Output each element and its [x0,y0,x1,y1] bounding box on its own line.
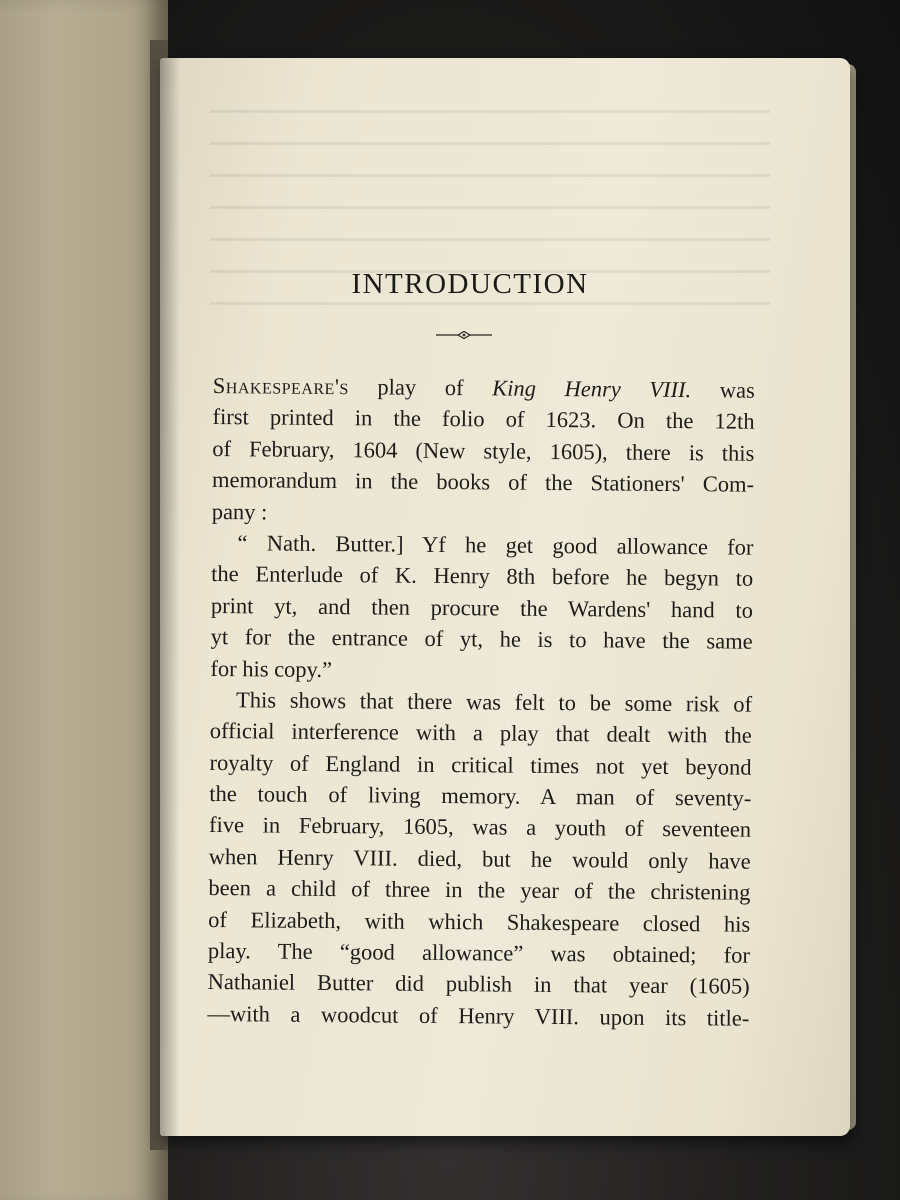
play-title: King Henry VIII. [492,375,692,403]
text-line: of February, 1604 (New style, 1605), there is this [212,435,755,466]
text-line: first printed in the folio of 1623. On the 12th [212,404,755,435]
text-line: been a child of three in the year of the christening [208,875,751,905]
text-line: the Enterlude of K. Henry 8th before he begyn to [211,561,754,592]
author-name: Shakespeare's [212,372,349,400]
gutter-shadow [150,40,180,1150]
text-line: five in February, 1605, was a youth of seventeen [208,812,752,843]
text-line: the touch of living memory. A man of seventy- [209,781,752,811]
text-line: pany : [211,498,268,525]
text-line: play. The “good allowance” was obtained; for [207,938,751,968]
text-line: royalty of England in critical times not yet beyond [209,749,752,780]
body-text [207,370,755,1034]
text-line: yt for the entrance of yt, he is to have the same [210,624,753,654]
chapter-heading: INTRODUCTION [351,268,589,300]
text-line: memorandum in the books of the Stationers' Com- [211,467,755,497]
left-facing-page [0,0,168,1200]
text-line: print yt, and then procure the Wardens' hand to [210,592,754,623]
text-line: for his copy.” [210,655,333,682]
text-line: official interference with a play that dealt with the [209,718,752,749]
text-line: —with a woodcut of Henry VIII. upon its title- [207,1000,750,1031]
text-line: “ Nath. Butter.] Yf he get good allowance for [237,530,754,560]
text-line: Nathaniel Butter did publish in that year (1605) [207,969,750,1000]
ornament-rule-icon [436,329,492,341]
text-line: of Elizabeth, with which Shakespeare closed his [208,906,751,937]
text-line: Shakespeare's play of King Henry VIII. was [212,372,755,403]
text-line: This shows that there was felt to be some risk of [236,687,753,717]
text-line: when Henry VIII. died, but he would only have [208,843,751,874]
